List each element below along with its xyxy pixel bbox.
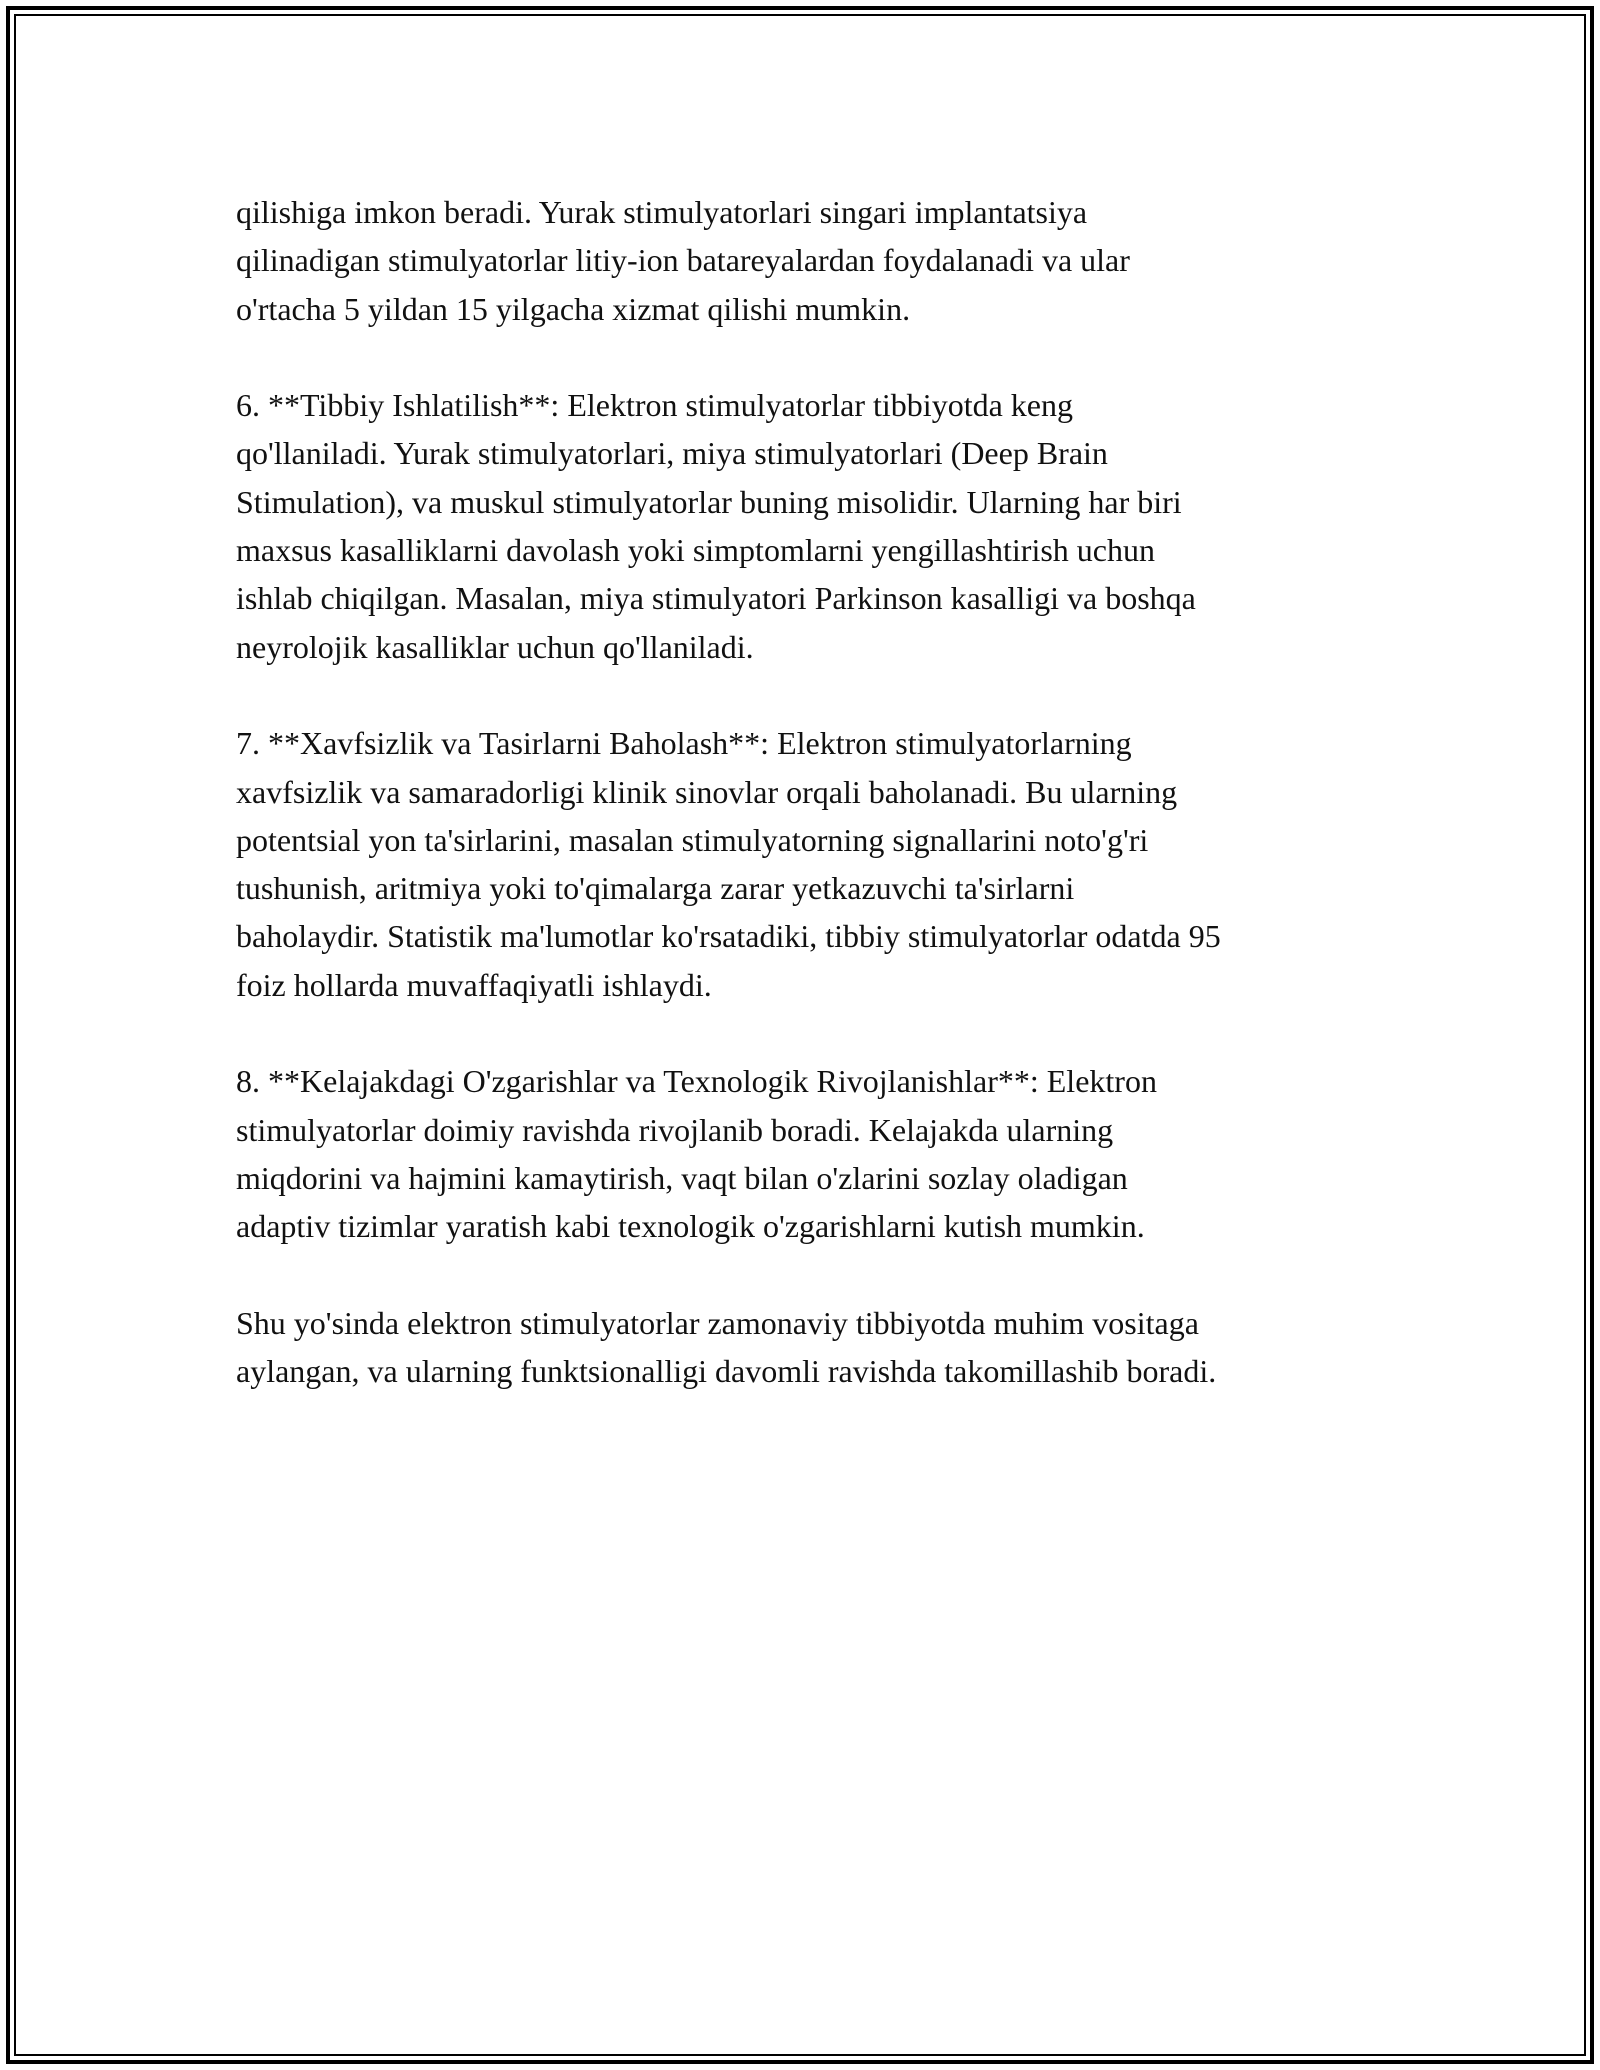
text-line: adaptiv tizimlar yaratish kabi texnologik o'zgarishlarni kutish mumkin.: [236, 1208, 1145, 1245]
text-line: baholaydir. Statistik ma'lumotlar ko'rsatadiki, tibbiy stimulyatorlar odatda 95: [236, 918, 1221, 955]
text-line: Stimulation), va muskul stimulyatorlar buning misolidir. Ularning har biri: [236, 483, 1182, 520]
text-line: o'rtacha 5 yildan 15 yilgacha xizmat qilishi mumkin.: [236, 290, 911, 327]
text-line: qilishiga imkon beradi. Yurak stimulyatorlari singari implantatsiya: [236, 194, 1088, 230]
text-line: 8. **Kelajakdagi O'zgarishlar va Texnologik Rivojlanishlar**: Elektron: [236, 1063, 1157, 1100]
text-line: Shu yo'sinda elektron stimulyatorlar zamonaviy tibbiyotda muhim vositaga: [236, 1304, 1199, 1341]
text-line: stimulyatorlar doimiy ravishda rivojlanib boradi. Kelajakda ularning: [236, 1111, 1114, 1148]
text-line: qilinadigan stimulyatorlar litiy-ion batareyalardan foydalanadi va ular: [236, 242, 1130, 279]
paragraph-safety-evaluation: [236, 719, 1396, 1009]
paragraph-intro-continuation: [236, 188, 1396, 333]
document-body: [236, 188, 1396, 1444]
text-line: xavfsizlik va samaradorligi klinik sinovlar orqali baholanadi. Bu ularning: [236, 773, 1178, 810]
text-line: 7. **Xavfsizlik va Tasirlarni Baholash**: Elektron stimulyatorlarning: [236, 725, 1132, 762]
text-line: foiz hollarda muvaffaqiyatli ishlaydi.: [236, 966, 712, 1003]
text-line: miqdorini va hajmini kamaytirish, vaqt bilan o'zlarini sozlay oladigan: [236, 1159, 1128, 1196]
text-line: aylangan, va ularning funktsionalligi davomli ravishda takomillashib boradi.: [236, 1353, 1217, 1390]
text-line: maxsus kasalliklarni davolash yoki simptomlarni yengillashtirish uchun: [236, 532, 1155, 569]
text-line: neyrolojik kasalliklar uchun qo'llaniladi.: [236, 628, 754, 665]
paragraph-conclusion: [236, 1299, 1396, 1396]
text-line: ishlab chiqilgan. Masalan, miya stimulyatori Parkinson kasalligi va boshqa: [236, 580, 1196, 617]
text-line: 6. **Tibbiy Ishlatilish**: Elektron stimulyatorlar tibbiyotda keng: [236, 387, 1073, 424]
paragraph-future-developments: [236, 1057, 1396, 1250]
text-line: tushunish, aritmiya yoki to'qimalarga zarar yetkazuvchi ta'sirlarni: [236, 870, 1075, 907]
text-line: potentsial yon ta'sirlarini, masalan stimulyatorning signallarini noto'g'ri: [236, 821, 1149, 858]
text-line: qo'llaniladi. Yurak stimulyatorlari, miya stimulyatorlari (Deep Brain: [236, 435, 1108, 472]
paragraph-medical-use: [236, 381, 1396, 671]
